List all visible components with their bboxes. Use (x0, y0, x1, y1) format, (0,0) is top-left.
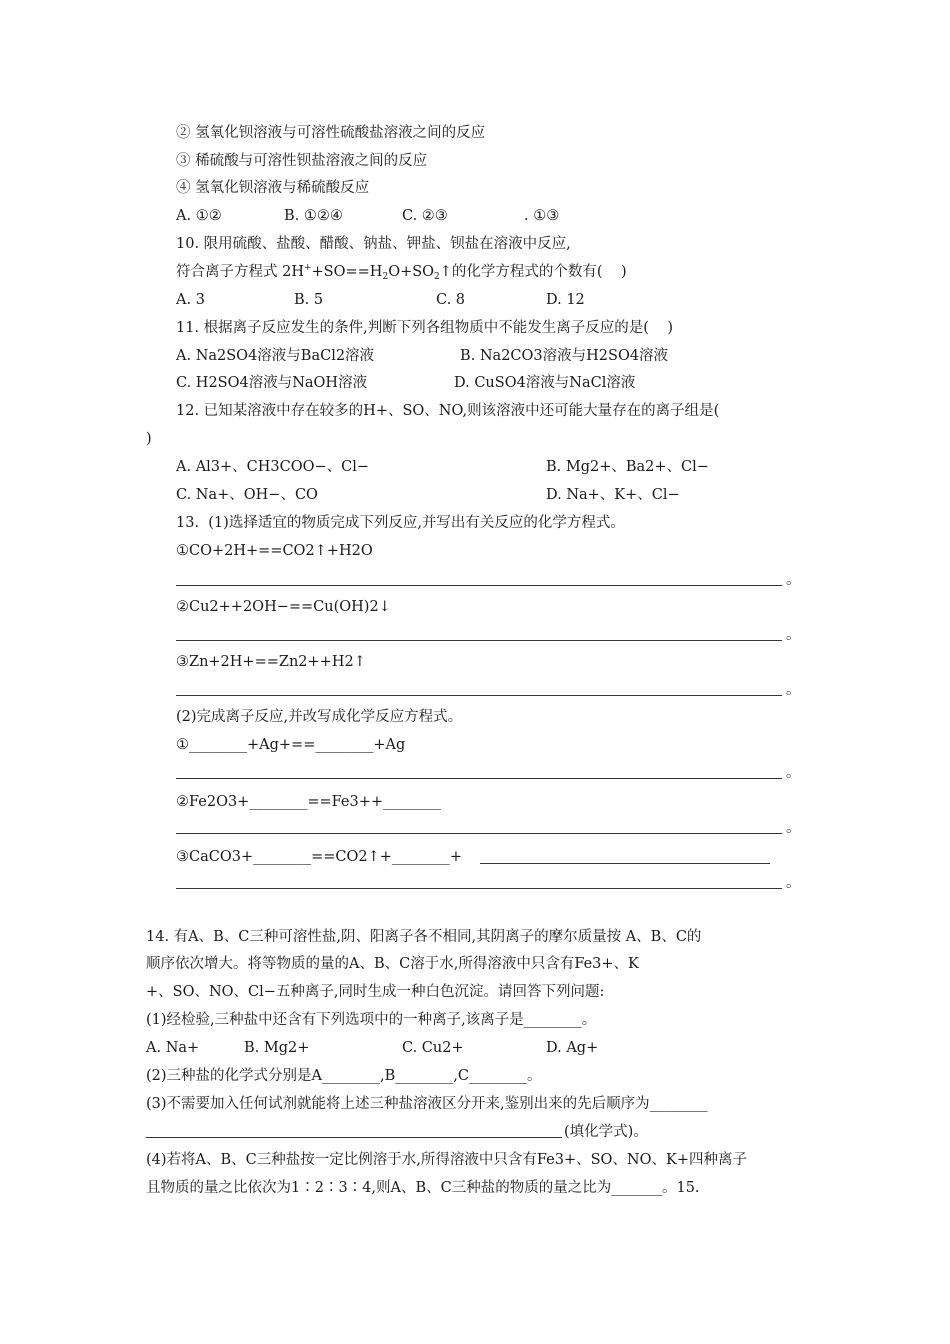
q10-choice-a: A. 3 (176, 292, 205, 308)
q12-choice-b: B. Mg2+、Ba2+、Cl− (546, 459, 709, 475)
answer-line (176, 695, 782, 696)
q13-stem: 13. (1)选择适宜的物质完成下列反应,并写出有关反应的化学方程式。 (176, 515, 625, 531)
answer-line (146, 1137, 562, 1138)
q13-eq-2: ②Cu2++2OH−==Cu(OH)2↓ (176, 599, 391, 615)
q13-eq-6: ③CaCO3+________==CO2↑+________+ (176, 849, 463, 865)
q14-part-4-cont: 且物质的量之比依次为1∶2∶3∶4,则A、B、C三种盐的物质的量之比为_______。15. (146, 1180, 700, 1196)
q12-stem: 12. 已知某溶液中存在较多的H+、SO、NO,则该溶液中还可能大量存在的离子组是( (176, 403, 720, 419)
q9-choice-a: A. ①② (176, 208, 222, 224)
answer-line (176, 585, 782, 586)
q13-eq-4: ①________+Ag+==________+Ag (176, 737, 406, 753)
q10-stem: 10. 限用硫酸、盐酸、醋酸、钠盐、钾盐、钡盐在溶液中反应, (176, 236, 571, 252)
q11-choice-d: D. CuSO4溶液与NaCl溶液 (454, 375, 636, 391)
q12-choice-d: D. Na+、K+、Cl− (546, 487, 680, 503)
q14-part-3-suffix: (填化学式)。 (564, 1124, 648, 1140)
q9-choice-d: . ①③ (524, 208, 560, 224)
q9-option-line-4: ④ 氢氧化钡溶液与稀硫酸反应 (176, 180, 370, 196)
q14-part-1: (1)经检验,三种盐中还含有下列选项中的一种离子,该离子是________。 (146, 1012, 597, 1028)
q14-part-3: (3)不需要加入任何试剂就能将上述三种盐溶液区分开来,鉴别出来的先后顺序为________ (146, 1096, 708, 1112)
q9-option-line-3: ③ 稀硫酸与可溶性钡盐溶液之间的反应 (176, 153, 428, 169)
q13-part2-stem: (2)完成离子反应,并改写成化学反应方程式。 (176, 709, 463, 725)
period: 。 (786, 572, 801, 588)
q14-choice-d: D. Ag+ (546, 1040, 599, 1056)
q9-choice-b: B. ①②④ (284, 208, 343, 224)
q9-option-line-2: ② 氢氧化钡溶液与可溶性硫酸盐溶液之间的反应 (176, 125, 486, 141)
q12-choice-a: A. Al3+、CH3COO−、Cl− (176, 459, 370, 475)
period: 。 (786, 682, 801, 698)
period: 。 (786, 765, 801, 781)
q14-part-4: (4)若将A、B、C三种盐按一定比例溶于水,所得溶液中只含有Fe3+、SO、NO、K+四种离子 (146, 1152, 747, 1168)
q14-stem-3: +、SO、NO、Cl−五种离子,同时生成一种白色沉淀。请回答下列问题: (146, 984, 605, 1000)
period: 。 (786, 627, 801, 643)
q9-choice-c: C. ②③ (402, 208, 448, 224)
q11-choice-b: B. Na2CO3溶液与H2SO4溶液 (460, 348, 669, 364)
answer-blank (480, 863, 770, 864)
answer-line (176, 833, 782, 834)
q12-choice-c: C. Na+、OH−、CO (176, 487, 318, 503)
q14-part-2: (2)三种盐的化学式分别是A________,B________,C________。 (146, 1068, 542, 1084)
q11-choice-c: C. H2SO4溶液与NaOH溶液 (176, 375, 368, 391)
q14-choice-a: A. Na+ (146, 1040, 200, 1056)
q14-choice-c: C. Cu2+ (402, 1040, 464, 1056)
q11-choice-a: A. Na2SO4溶液与BaCl2溶液 (176, 348, 375, 364)
q13-eq-5: ②Fe2O3+________==Fe3++________ (176, 794, 442, 810)
q14-stem-2: 顺序依次增大。将等物质的量的A、B、C溶于水,所得溶液中只含有Fe3+、K (146, 956, 639, 972)
q12-stem-close: ) (146, 431, 152, 447)
q11-stem: 11. 根据离子反应发生的条件,判断下列各组物质中不能发生离子反应的是( ) (176, 320, 674, 336)
answer-line (176, 778, 782, 779)
answer-line (176, 888, 782, 889)
q10-equation: 符合离子方程式 $2H^++SO==H_2O+SO_2↑$的化学方程式的个数有( ) (176, 263, 627, 282)
q14-stem-1: 14. 有A、B、C三种可溶性盐,阴、阳离子各不相同,其阴离子的摩尔质量按 A、B、C的 (146, 929, 702, 945)
q13-eq-3: ③Zn+2H+==Zn2++H2↑ (176, 654, 366, 670)
period: 。 (786, 820, 801, 836)
q10-choice-b: B. 5 (294, 292, 324, 308)
q14-choice-b: B. Mg2+ (244, 1040, 310, 1056)
answer-line (176, 640, 782, 641)
q13-eq-1: ①CO+2H+==CO2↑+H2O (176, 543, 373, 559)
q10-choice-c: C. 8 (436, 292, 466, 308)
period: 。 (786, 875, 801, 891)
q10-choice-d: D. 12 (546, 292, 585, 308)
